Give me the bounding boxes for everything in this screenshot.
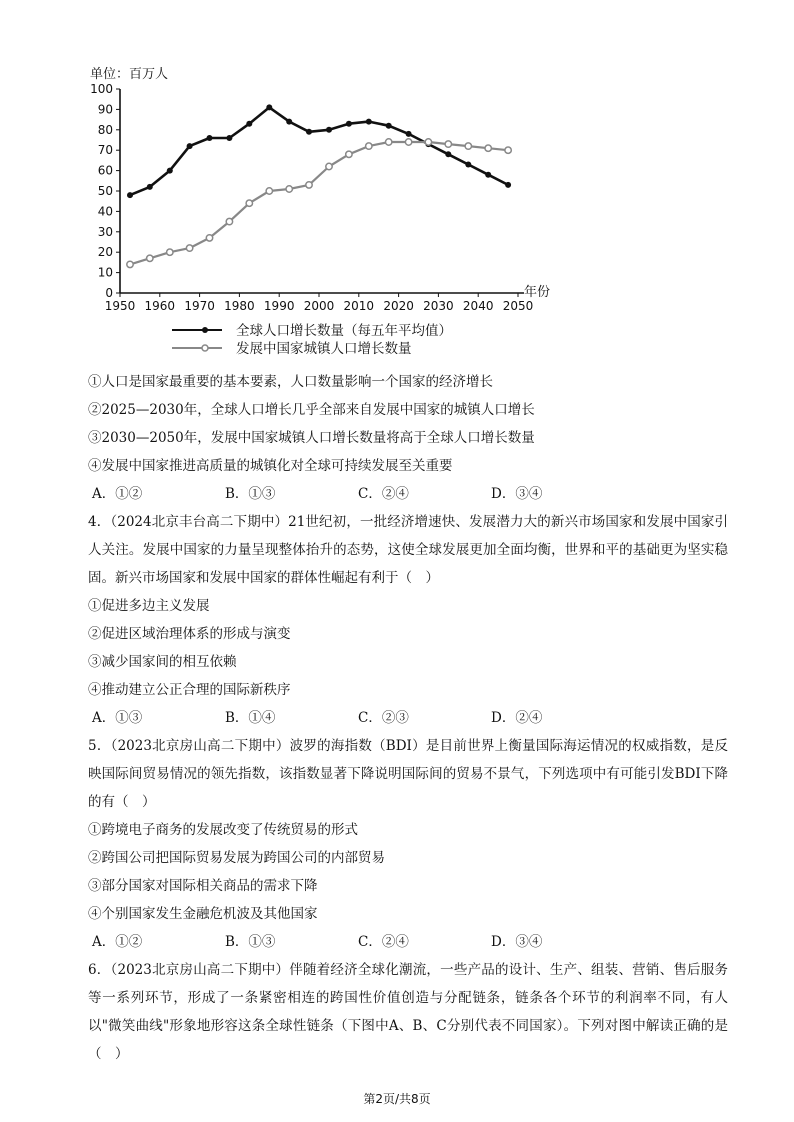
y-tick-label: 40: [97, 204, 113, 219]
data-point-global: [207, 135, 213, 141]
q4-choice-d: D．②④: [491, 710, 543, 726]
q5-option-3: ③部分国家对国际相关商品的需求下降: [88, 878, 318, 894]
data-point-urban: [306, 182, 312, 188]
q4-choices: [88, 704, 728, 732]
q3-option-1: ①人口是国家最重要的基本要素，人口数量影响一个国家的经济增长: [88, 374, 493, 390]
data-point-urban: [206, 235, 212, 241]
y-axis-ticks: [90, 82, 120, 300]
legend-marker-urban: [202, 345, 208, 351]
x-tick-label: 1990: [263, 299, 295, 313]
question-3-remainder: [88, 368, 728, 508]
data-point-urban: [366, 143, 372, 149]
q4-option-1: ①促进多边主义发展: [88, 598, 210, 614]
data-point-urban: [445, 141, 451, 147]
data-point-global: [346, 121, 352, 127]
data-point-global: [187, 143, 193, 149]
data-point-global: [485, 172, 491, 178]
x-tick-label: 2000: [303, 299, 335, 313]
q4-option-2: ②促进区域治理体系的形成与演变: [88, 626, 291, 642]
data-point-urban: [386, 139, 392, 145]
x-tick-label: 2010: [343, 299, 375, 313]
data-point-urban: [167, 249, 173, 255]
q3-choices: [88, 480, 728, 508]
q3-choice-a: A．①②: [92, 486, 143, 502]
population-chart: [84, 62, 564, 362]
y-tick-label: 20: [97, 245, 113, 260]
data-point-urban: [405, 139, 411, 145]
q3-choice-c: C．②④: [358, 486, 409, 502]
x-tick-label: 1980: [224, 299, 255, 313]
y-tick-label: 80: [97, 122, 113, 137]
q6-stem: 6．（2023北京房山高二下期中）伴随着经济全球化潮流，一些产品的设计、生产、组装、营销、售后服务等一系列环节，形成了一条紧密相连的跨国性价值创造与分配链条，链条各个环节的利润率不同，有人以"微笑曲线"形象地形容这条全球性链条（下图中A、B、C分别代表不同国家）。下列对图中解读正确的是（ ）: [88, 962, 728, 1062]
q5-option-1: ①跨境电子商务的发展改变了传统贸易的形式: [88, 822, 358, 838]
data-point-global: [465, 162, 471, 168]
data-point-global: [226, 135, 232, 141]
x-tick-label: 2050: [502, 299, 534, 313]
y-tick-label: 30: [97, 224, 113, 239]
q4-option-3: ③减少国家间的相互依赖: [88, 654, 237, 670]
y-tick-label: 90: [97, 102, 113, 117]
q5-choice-b: B．①③: [225, 934, 276, 950]
x-tick-label: 2020: [383, 299, 414, 313]
q5-choices: [88, 928, 728, 956]
data-point-global: [147, 184, 153, 190]
data-point-urban: [425, 139, 431, 145]
data-point-urban: [266, 188, 272, 194]
x-tick-label: 2040: [462, 299, 494, 313]
data-point-global: [505, 182, 511, 188]
q5-choice-a: A．①②: [92, 934, 143, 950]
x-axis-ticks: [105, 293, 534, 313]
chart-legend: [172, 322, 452, 357]
y-tick-label: 70: [97, 143, 113, 158]
q5-stem: 5．（2023北京房山高二下期中）波罗的海指数（BDI）是目前世界上衡量国际海运情况的权威指数，是反映国际间贸易情况的领先指数，该指数显著下降说明国际间的贸易不景气，下列选项中有可能引发BDI下降的有（ ）: [88, 738, 728, 810]
data-point-urban: [147, 255, 153, 261]
q3-choice-d: D．③④: [491, 486, 543, 502]
series-layer: [127, 104, 512, 267]
data-point-global: [445, 151, 451, 157]
data-point-urban: [505, 147, 511, 153]
data-point-urban: [465, 143, 471, 149]
q4-choice-c: C．②③: [358, 710, 409, 726]
question-4: [88, 508, 728, 732]
data-point-global: [246, 121, 252, 127]
x-axis-label: 年份: [524, 285, 551, 300]
question-text-block: [88, 368, 728, 1068]
data-point-urban: [186, 245, 192, 251]
data-point-global: [167, 168, 173, 174]
question-6: [88, 956, 728, 1068]
chart-unit-label: 单位：百万人: [90, 67, 169, 82]
y-tick-label: 100: [90, 82, 113, 96]
q3-option-2: ②2025—2030年，全球人口增长几乎全部来自发展中国家的城镇人口增长: [88, 402, 535, 418]
x-tick-label: 1950: [104, 299, 136, 313]
y-tick-label: 10: [97, 265, 113, 280]
q5-choice-d: D．③④: [491, 934, 543, 950]
data-point-global: [266, 104, 272, 110]
data-point-urban: [246, 200, 252, 206]
data-point-urban: [485, 145, 491, 151]
y-tick-label: 0: [105, 286, 113, 300]
data-point-global: [286, 119, 292, 125]
data-point-global: [326, 127, 332, 133]
data-point-urban: [127, 261, 133, 267]
data-point-urban: [346, 151, 352, 157]
data-point-urban: [326, 163, 332, 169]
x-tick-label: 1970: [184, 299, 215, 313]
x-tick-label: 1960: [144, 299, 176, 313]
legend-marker-global: [202, 327, 208, 333]
data-point-global: [366, 119, 372, 125]
legend-label-urban: 发展中国家城镇人口增长数量: [236, 341, 412, 357]
q4-stem: 4．（2024北京丰台高二下期中）21世纪初，一批经济增速快、发展潜力大的新兴市场国家和发展中国家引人关注。发展中国家的力量呈现整体抬升的态势，这使全球发展更加全面均衡，世界和平的基础更为坚实稳固。新兴市场国家和发展中国家的群体性崛起有利于（ ）: [88, 514, 728, 586]
data-point-global: [306, 129, 312, 135]
q5-choice-c: C．②④: [358, 934, 409, 950]
q3-option-4: ④发展中国家推进高质量的城镇化对全球可持续发展至关重要: [88, 458, 453, 474]
data-point-global: [406, 131, 412, 137]
y-tick-label: 60: [97, 163, 113, 178]
legend-label-global: 全球人口增长数量（每五年平均值）: [236, 323, 452, 339]
q4-choice-a: A．①③: [92, 710, 143, 726]
q3-choice-b: B．①③: [225, 486, 276, 502]
q4-option-4: ④推动建立公正合理的国际新秩序: [88, 682, 291, 698]
q5-option-2: ②跨国公司把国际贸易发展为跨国公司的内部贸易: [88, 850, 385, 866]
data-point-global: [386, 123, 392, 129]
data-point-global: [127, 192, 133, 198]
q5-option-4: ④个别国家发生金融危机波及其他国家: [88, 906, 318, 922]
question-5: [88, 732, 728, 956]
population-chart-svg: [84, 62, 564, 362]
data-point-urban: [286, 186, 292, 192]
q3-option-3: ③2030—2050年，发展中国家城镇人口增长数量将高于全球人口增长数量: [88, 430, 535, 446]
q4-choice-b: B．①④: [225, 710, 276, 726]
x-tick-label: 2030: [423, 299, 454, 313]
series-line-global: [130, 107, 508, 195]
y-tick-label: 50: [97, 184, 113, 198]
page-footer: 第2页/共8页: [363, 1092, 431, 1106]
data-point-urban: [226, 218, 232, 224]
